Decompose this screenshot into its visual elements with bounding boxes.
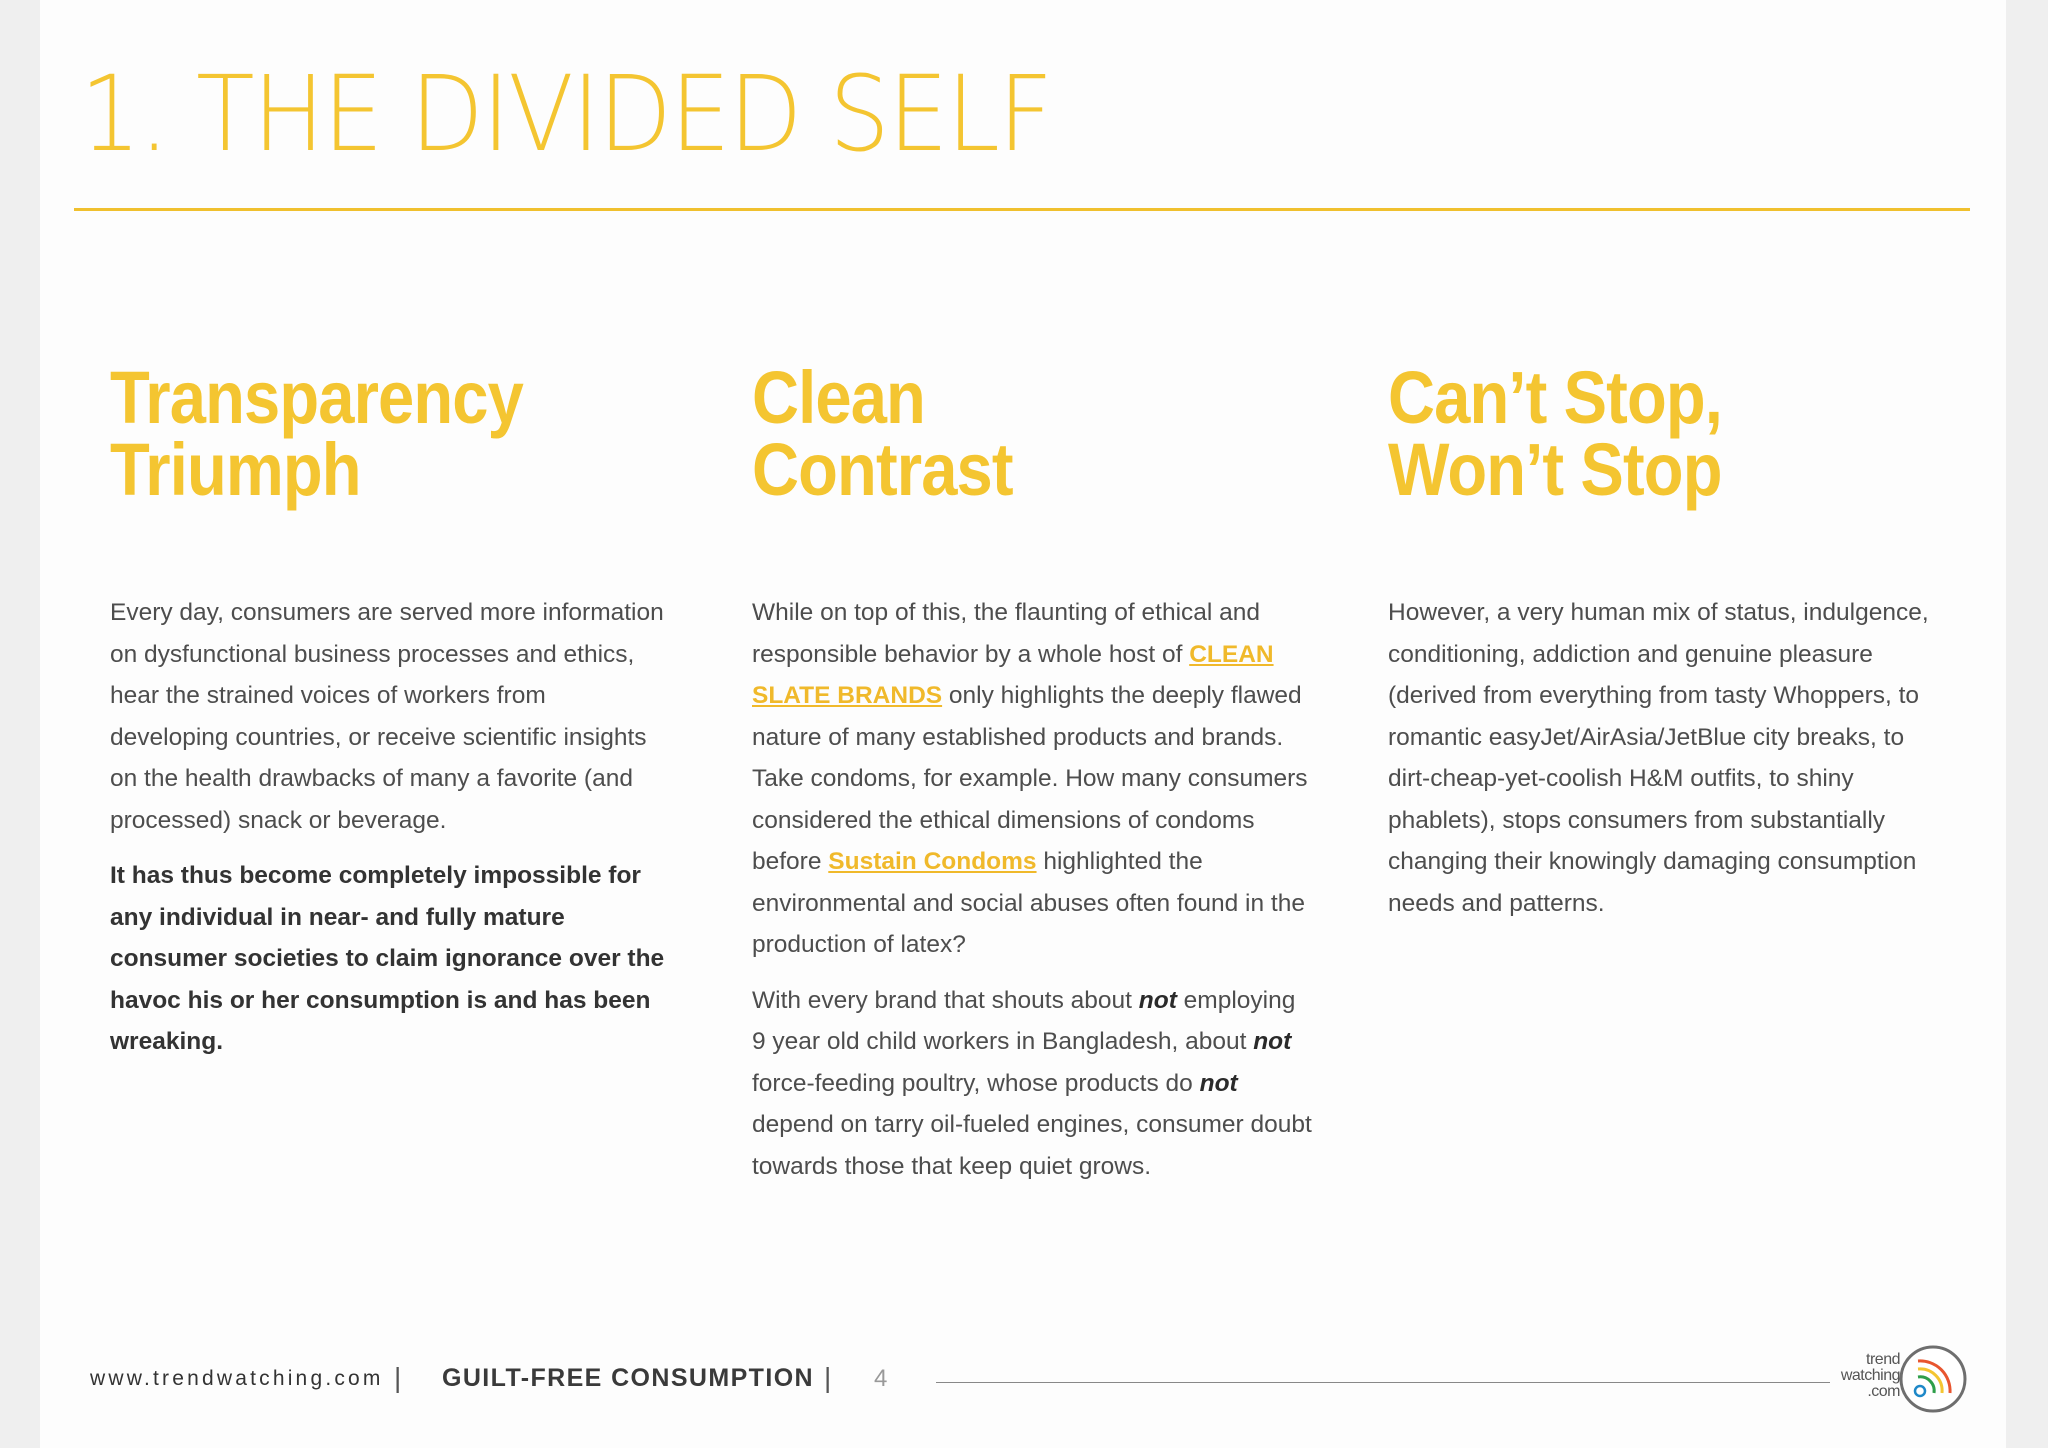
column-clean-contrast <box>752 356 1312 1201</box>
clean-slate-brands-link[interactable]: CLEAN SLATE BRANDS <box>752 640 1274 709</box>
section-title: 1. THE DIVIDED SELF <box>80 53 1052 175</box>
footer-line <box>936 1382 1830 1383</box>
logo-signal-icon <box>1898 1344 1968 1414</box>
text-run: employing 9 year old child workers in Bangladesh, about <box>752 986 1296 1055</box>
footer-url[interactable]: www.trendwatching.com <box>90 1367 384 1390</box>
page-number: 4 <box>874 1365 888 1392</box>
footer-separator: | <box>394 1362 402 1393</box>
body-paragraph: However, a very human mix of status, indulgence, conditioning, addiction and genuine pleasure (derived from everything from tasty Whoppers, to romantic easyJet/AirAsia/JetBlue city breaks, to dirt-cheap-yet-coolish H&M outfits, to shiny phablets), stops consumers from substantially changing their knowingly damaging consumption needs and patterns. <box>1388 599 1929 917</box>
emphasis-word: not <box>1138 986 1177 1014</box>
text-run: only highlights the deeply flawed nature of many established products and brands. Take condoms, for example. How many consumers considered the ethical dimensions of condoms before <box>752 682 1308 875</box>
logo-text-line: .com <box>1867 1383 1900 1400</box>
column-transparency-triumph <box>110 356 670 1077</box>
page <box>40 0 2006 1448</box>
footer-separator: | <box>824 1362 832 1393</box>
heading-line: Triumph <box>110 428 361 511</box>
body-paragraph <box>752 980 1312 1188</box>
text-run: depend on tarry oil-fueled engines, consumer doubt towards those that keep quiet grows. <box>752 1111 1312 1180</box>
column-heading <box>110 356 603 592</box>
body-paragraph <box>752 592 1312 966</box>
column-heading <box>1388 356 1881 592</box>
emphasis-word: not <box>1199 1069 1238 1097</box>
footer-document-title: GUILT-FREE CONSUMPTION <box>442 1364 814 1392</box>
title-divider <box>74 208 1970 211</box>
emphasis-paragraph: It has thus become completely impossible for any individual in near- and fully mature consumer societies to claim ignorance over the havoc his or her consumption is and has been wreaking. <box>110 862 665 1055</box>
logo-text-line: trend <box>1866 1351 1900 1368</box>
heading-line: Can’t Stop, <box>1388 356 1722 439</box>
text-run: force-feeding poultry, whose products do <box>752 1069 1200 1097</box>
column-cant-stop <box>1388 356 1948 938</box>
heading-line: Contrast <box>752 428 1013 511</box>
heading-line: Clean <box>752 356 925 439</box>
logo-wordmark <box>1841 1352 1900 1400</box>
text-run: With every brand that shouts about <box>752 986 1139 1014</box>
page-footer <box>40 1351 2006 1402</box>
heading-line: Transparency <box>110 356 523 439</box>
sustain-condoms-link[interactable]: Sustain Condoms <box>828 848 1037 875</box>
emphasis-word: not <box>1253 1028 1292 1055</box>
body-paragraph: Every day, consumers are served more information on dysfunctional business processes and ethics, hear the strained voices of workers from developing countries, or receive scientific insights on the health drawbacks of many a favorite (and processed) snack or beverage. <box>110 599 664 834</box>
trendwatching-logo[interactable] <box>1828 1344 1968 1418</box>
column-heading <box>752 356 1245 592</box>
text-run: highlighted the environmental and social abuses often found in the production of latex? <box>752 848 1305 958</box>
heading-line: Won’t Stop <box>1388 428 1722 511</box>
logo-text-line: watching <box>1840 1367 1900 1384</box>
text-run: While on top of this, the flaunting of ethical and responsible behavior by a whole host of <box>752 599 1261 668</box>
